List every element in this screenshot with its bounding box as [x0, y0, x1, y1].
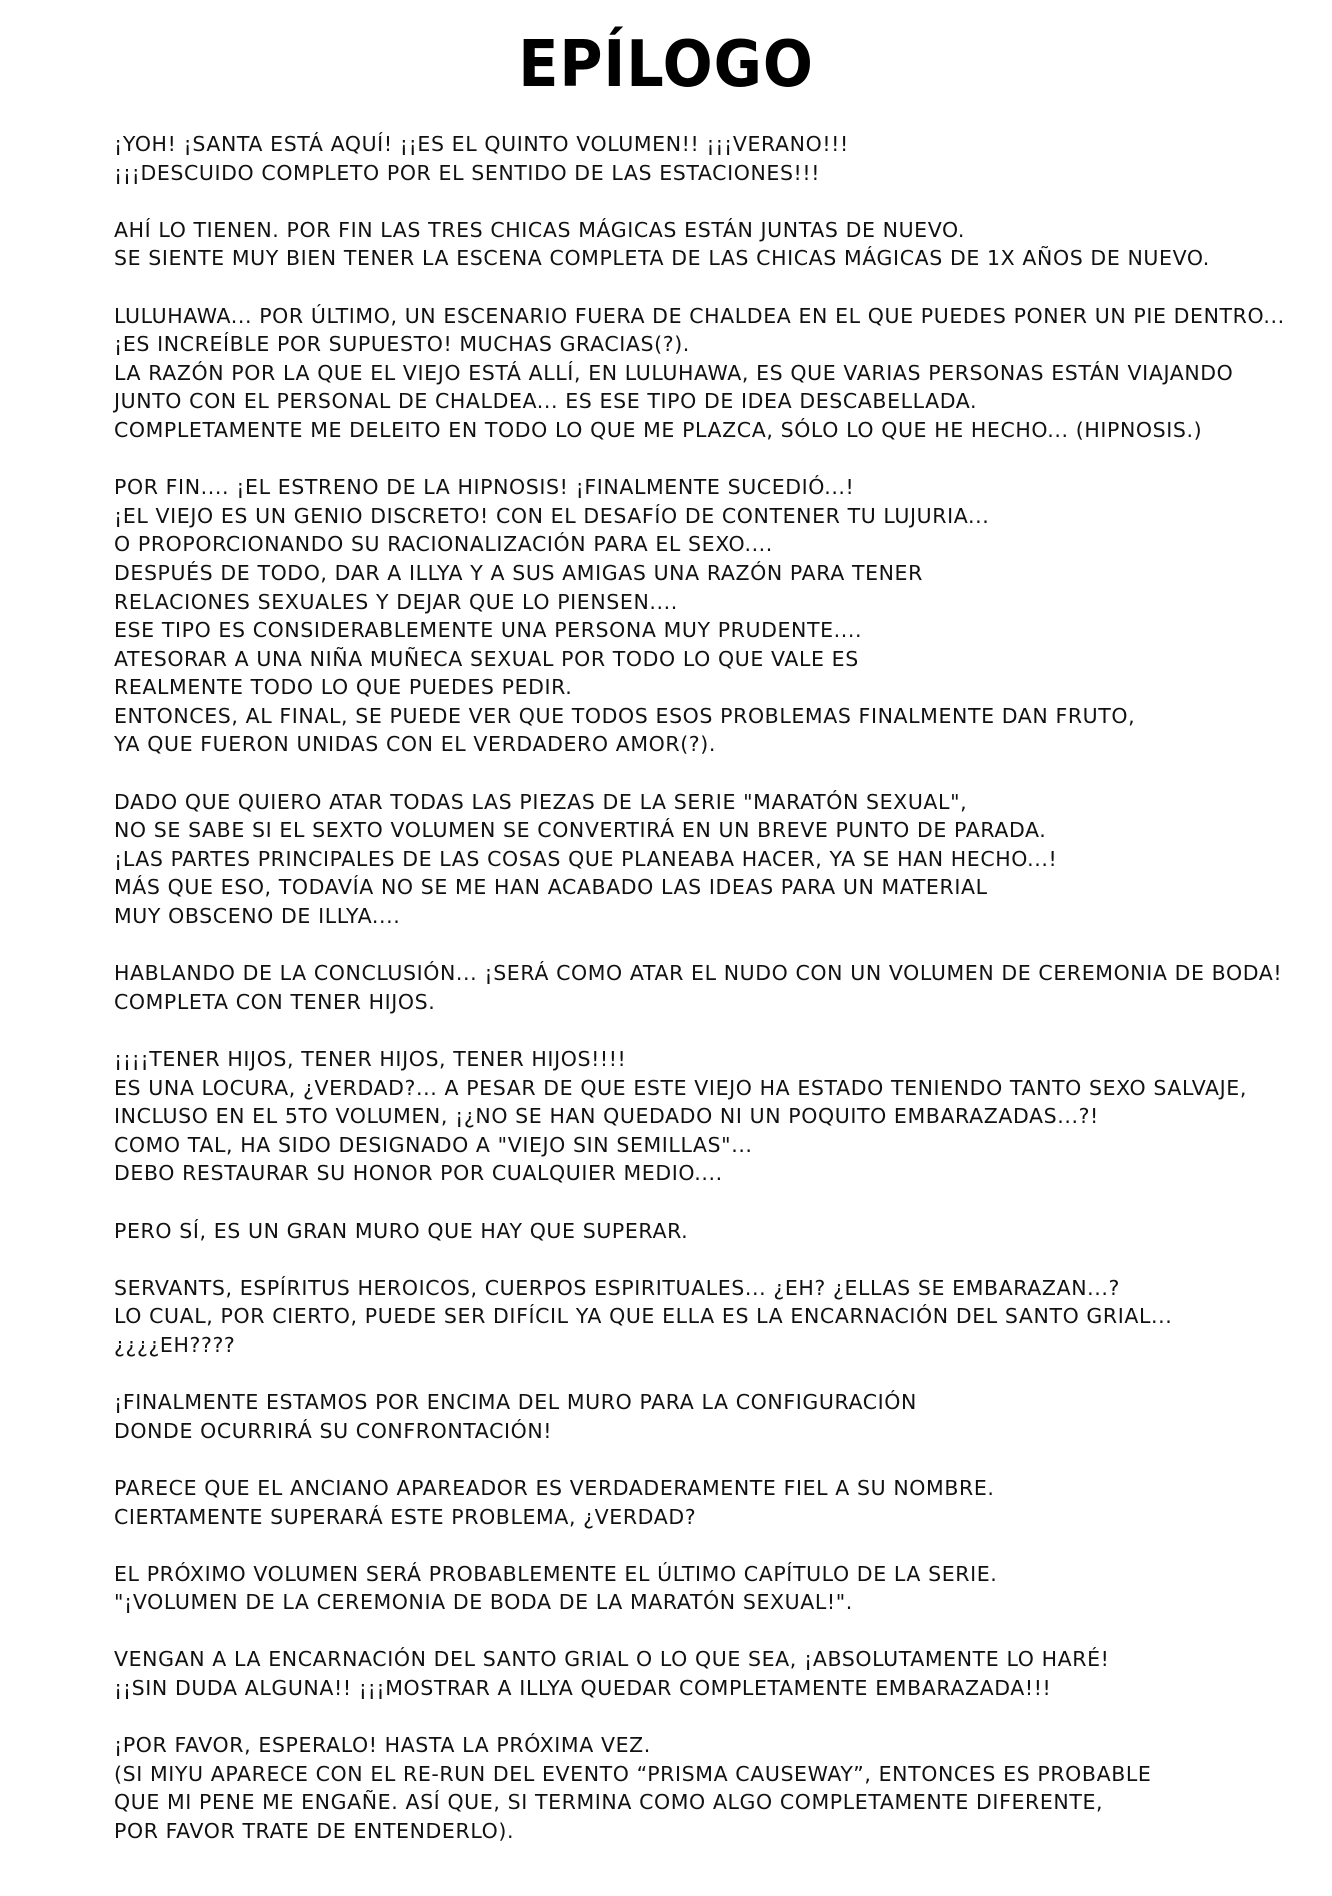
text-line: O PROPORCIONANDO SU RACIONALIZACIÓN PARA EL SEXO.... [114, 532, 773, 557]
text-line: VENGAN A LA ENCARNACIÓN DEL SANTO GRIAL O LO QUE SEA, ¡ABSOLUTAMENTE LO HARÉ! [114, 1647, 1110, 1672]
text-line: ¡YOH! ¡SANTA ESTÁ AQUÍ! ¡¡ES EL QUINTO VOLUMEN!! ¡¡¡VERANO!!! [114, 132, 849, 156]
page-title: EPÍLOGO [518, 28, 814, 102]
text-line: ¡ES INCREÍBLE POR SUPUESTO! MUCHAS GRACIAS(?). [114, 332, 690, 357]
text-line: DEBO RESTAURAR SU HONOR POR CUALQUIER MEDIO.... [114, 1161, 723, 1186]
paragraph [114, 1274, 1234, 1360]
paragraph [114, 1388, 1234, 1445]
text-line: COMPLETA CON TENER HIJOS. [114, 989, 436, 1014]
text-line: DADO QUE QUIERO ATAR TODAS LAS PIEZAS DE LA SERIE "MARATÓN SEXUAL", [114, 789, 968, 814]
epilogue-body [114, 130, 1285, 1874]
text-line: ESE TIPO ES CONSIDERABLEMENTE UNA PERSONA MUY PRUDENTE.... [114, 618, 863, 643]
paragraph [114, 216, 1234, 273]
text-line: SE SIENTE MUY BIEN TENER LA ESCENA COMPLETA DE LAS CHICAS MÁGICAS DE 1X AÑOS DE NUEVO. [114, 246, 1210, 271]
paragraph [114, 130, 1234, 187]
text-line: POR FAVOR TRATE DE ENTENDERLO). [114, 1819, 515, 1844]
text-line: "¡VOLUMEN DE LA CEREMONIA DE BODA DE LA MARATÓN SEXUAL!". [114, 1590, 853, 1615]
text-line: YA QUE FUERON UNIDAS CON EL VERDADERO AMOR(?). [114, 732, 716, 757]
paragraph [114, 788, 1234, 931]
text-line: ¡¡¡¡TENER HIJOS, TENER HIJOS, TENER HIJOS!!!! [114, 1047, 627, 1071]
text-line: ¡FINALMENTE ESTAMOS POR ENCIMA DEL MURO PARA LA CONFIGURACIÓN [114, 1390, 917, 1415]
paragraph [114, 1645, 1234, 1702]
paragraph [114, 1045, 1247, 1188]
text-line: INCLUSO EN EL 5TO VOLUMEN, ¡¿NO SE HAN QUEDADO NI UN POQUITO EMBARAZADAS...?! [114, 1104, 1099, 1129]
text-line: ENTONCES, AL FINAL, SE PUEDE VER QUE TODOS ESOS PROBLEMAS FINALMENTE DAN FRUTO, [114, 703, 1136, 728]
text-line: REALMENTE TODO LO QUE PUEDES PEDIR. [114, 675, 573, 700]
text-line: RELACIONES SEXUALES Y DEJAR QUE LO PIENSEN.... [114, 589, 678, 614]
paragraph [114, 1474, 1234, 1531]
text-line: AHÍ LO TIENEN. POR FIN LAS TRES CHICAS MÁGICAS ESTÁN JUNTAS DE NUEVO. [114, 217, 966, 242]
text-line: ¡LAS PARTES PRINCIPALES DE LAS COSAS QUE PLANEABA HACER, YA SE HAN HECHO...! [114, 846, 1058, 871]
text-line: MUY OBSCENO DE ILLYA.... [114, 904, 401, 929]
text-line: ¿¿¿¿EH???? [114, 1332, 236, 1357]
paragraph [114, 473, 1234, 759]
text-line: ATESORAR A UNA NIÑA MUÑECA SEXUAL POR TODO LO QUE VALE ES [114, 646, 859, 671]
text-line: COMPLETAMENTE ME DELEITO EN TODO LO QUE ME PLAZCA, SÓLO LO QUE HE HECHO... (HIPNOSIS.) [114, 417, 1203, 442]
text-line: NO SE SABE SI EL SEXTO VOLUMEN SE CONVERTIRÁ EN UN BREVE PUNTO DE PARADA. [114, 818, 1047, 843]
text-line: MÁS QUE ESO, TODAVÍA NO SE ME HAN ACABADO LAS IDEAS PARA UN MATERIAL [114, 875, 988, 900]
paragraph [114, 302, 1285, 445]
text-line: DONDE OCURRIRÁ SU CONFRONTACIÓN! [114, 1418, 553, 1443]
text-line: ¡¡¡DESCUIDO COMPLETO POR EL SENTIDO DE LAS ESTACIONES!!! [114, 160, 821, 185]
paragraph [114, 959, 1283, 1016]
text-line: PARECE QUE EL ANCIANO APAREADOR ES VERDADERAMENTE FIEL A SU NOMBRE. [114, 1475, 995, 1500]
text-line: ¡¡SIN DUDA ALGUNA!! ¡¡¡MOSTRAR A ILLYA QUEDAR COMPLETAMENTE EMBARAZADA!!! [114, 1676, 1052, 1701]
paragraph [114, 1217, 1234, 1246]
text-line: ES UNA LOCURA, ¿VERDAD?... A PESAR DE QUE ESTE VIEJO HA ESTADO TENIENDO TANTO SEXO SALVAJE, [114, 1075, 1247, 1100]
text-line: QUE MI PENE ME ENGAÑE. ASÍ QUE, SI TERMINA COMO ALGO COMPLETAMENTE DIFERENTE, [114, 1790, 1104, 1815]
text-line: HABLANDO DE LA CONCLUSIÓN... ¡SERÁ COMO ATAR EL NUDO CON UN VOLUMEN DE CEREMONIA DE BODA! [114, 961, 1283, 986]
paragraph [114, 1731, 1234, 1845]
paragraph [114, 1560, 1234, 1617]
text-line: EL PRÓXIMO VOLUMEN SERÁ PROBABLEMENTE EL ÚLTIMO CAPÍTULO DE LA SERIE. [114, 1561, 998, 1586]
text-line: DESPUÉS DE TODO, DAR A ILLYA Y A SUS AMIGAS UNA RAZÓN PARA TENER [114, 560, 923, 585]
text-line: POR FIN.... ¡EL ESTRENO DE LA HIPNOSIS! ¡FINALMENTE SUCEDIÓ...! [114, 475, 855, 500]
text-line: ¡EL VIEJO ES UN GENIO DISCRETO! CON EL DESAFÍO DE CONTENER TU LUJURIA... [114, 503, 990, 528]
text-line: ¡POR FAVOR, ESPERALO! HASTA LA PRÓXIMA VEZ. [114, 1733, 651, 1758]
text-line: JUNTO CON EL PERSONAL DE CHALDEA... ES ESE TIPO DE IDEA DESCABELLADA. [114, 389, 978, 414]
text-line: SERVANTS, ESPÍRITUS HEROICOS, CUERPOS ESPIRITUALES... ¿EH? ¿ELLAS SE EMBARAZAN...? [114, 1275, 1120, 1300]
text-line: CIERTAMENTE SUPERARÁ ESTE PROBLEMA, ¿VERDAD? [114, 1504, 697, 1529]
text-line: LULUHAWA... POR ÚLTIMO, UN ESCENARIO FUERA DE CHALDEA EN EL QUE PUEDES PONER UN PIE DENTRO... [114, 303, 1285, 328]
text-line: PERO SÍ, ES UN GRAN MURO QUE HAY QUE SUPERAR. [114, 1218, 689, 1243]
text-line: COMO TAL, HA SIDO DESIGNADO A "VIEJO SIN SEMILLAS"... [114, 1132, 753, 1157]
text-line: LO CUAL, POR CIERTO, PUEDE SER DIFÍCIL YA QUE ELLA ES LA ENCARNACIÓN DEL SANTO GRIAL... [114, 1304, 1173, 1329]
text-line: (SI MIYU APARECE CON EL RE-RUN DEL EVENTO “PRISMA CAUSEWAY”, ENTONCES ES PROBABLE [114, 1761, 1152, 1786]
text-line: LA RAZÓN POR LA QUE EL VIEJO ESTÁ ALLÍ, EN LULUHAWA, ES QUE VARIAS PERSONAS ESTÁN VIAJANDO [114, 360, 1234, 385]
